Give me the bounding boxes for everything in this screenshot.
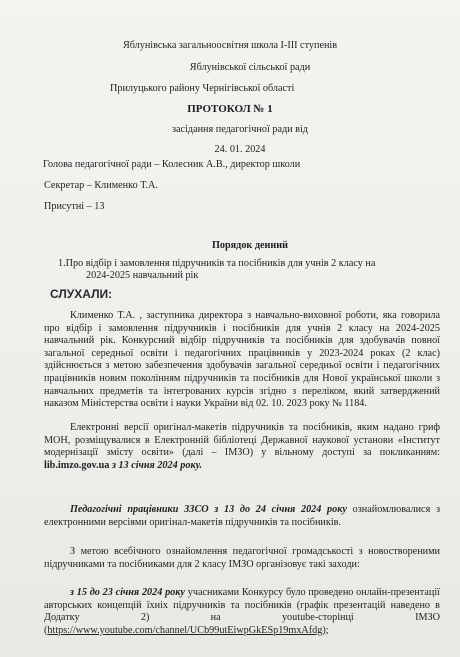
present-count: Присутні – 13 [44, 201, 105, 212]
protocol-date: 24. 01. 2024 [214, 144, 266, 155]
paragraph-3 [44, 504, 440, 536]
paragraph-2 [44, 422, 440, 484]
paragraph-5-end: ); [322, 624, 329, 636]
paragraph-5 [44, 587, 440, 657]
paragraph-5-lead: з 15 до 23 січня 2024 року [70, 587, 185, 598]
protocol-title: ПРОТОКОЛ № 1 [187, 103, 273, 115]
library-link[interactable]: lib.imzo.gov.ua [44, 459, 110, 471]
paragraph-5-rest: учасниками Конкурсу було проведено онлайн-презентації авторських концепцій їхніх підручників та посібників (графік презентацій наведено в Додатку 2) на youtube-сторінці ІМЗО ( [44, 587, 440, 636]
paragraph-4: З метою всебічного ознайомлення педагогічної громадськості з новоствореними підручниками та посібниками для 2 класу ІМЗО організовує такі заходи: [44, 546, 440, 570]
agenda-item-line-1: 1.Про відбір і замовлення підручників та посібників для учнів 2 класу на [58, 258, 376, 269]
section-listen: СЛУХАЛИ: [50, 287, 113, 301]
paragraph-2-tail: з 13 січня 2024 року. [109, 459, 203, 471]
head-of-council: Голова педагогічної ради – Колесник А.В., директор школи [43, 159, 301, 170]
paragraph-3-lead: Педагогічні працівники ЗЗСО з 13 до 24 січня 2024 року [70, 504, 347, 515]
agenda-item-line-2: 2024-2025 навчальний рік [86, 270, 199, 281]
secretary: Секретар – Клименко Т.А. [44, 180, 158, 191]
district-name: Прилуцького району Чернігівської області [110, 83, 295, 94]
protocol-subtitle: засідання педагогічної ради від [172, 124, 308, 135]
paragraph-3-rest: ознайомлювалися з електронними версіями оригінал-макетів підручників та посібників. [44, 504, 440, 528]
school-name: Яблунівська загальноосвітня школа І-ІІІ ступенів [122, 40, 338, 51]
paragraph-1: Клименко Т.А. , заступника директора з навчально-виховної роботи, яка говорила про відбір і замовлення підручників і посібників для учнів 2 класу на 2024-2025 навчальний рік. Конкурсний відбір підручників та посібників для здобувачів повної загальної середньої освіти і педагогічних працівників у 2023-2024 роках (2 клас) здійснюється з метою забезпечення здобувачів загальної середньої освіти і педагогічних працівників новим поколінням підручників та посібників для Нової української школи з навчальних предметів та інтегрованих курсів згідно з переліком, який затверджений наказом Міністерства освіти і науки України від 02. 10. 2023 року № 1184. [44, 310, 440, 410]
agenda-title: Порядок денний [211, 240, 288, 251]
council-name: Яблунівської сільської ради [189, 62, 311, 73]
youtube-link[interactable]: https://www.youtube.com/channel/UCb99utEiwpGkESp19mxAfdg [47, 624, 323, 636]
paragraph-2-text: Електронні версії оригінал-макетів підручників та посібників, яким надано гриф МОН, розміщувалися в Електронній бібліотеці Державної наукової установи «Інститут модернізації змісту освіти» (далі – ІМЗО) у вільному доступі за покликанням: [44, 422, 440, 459]
